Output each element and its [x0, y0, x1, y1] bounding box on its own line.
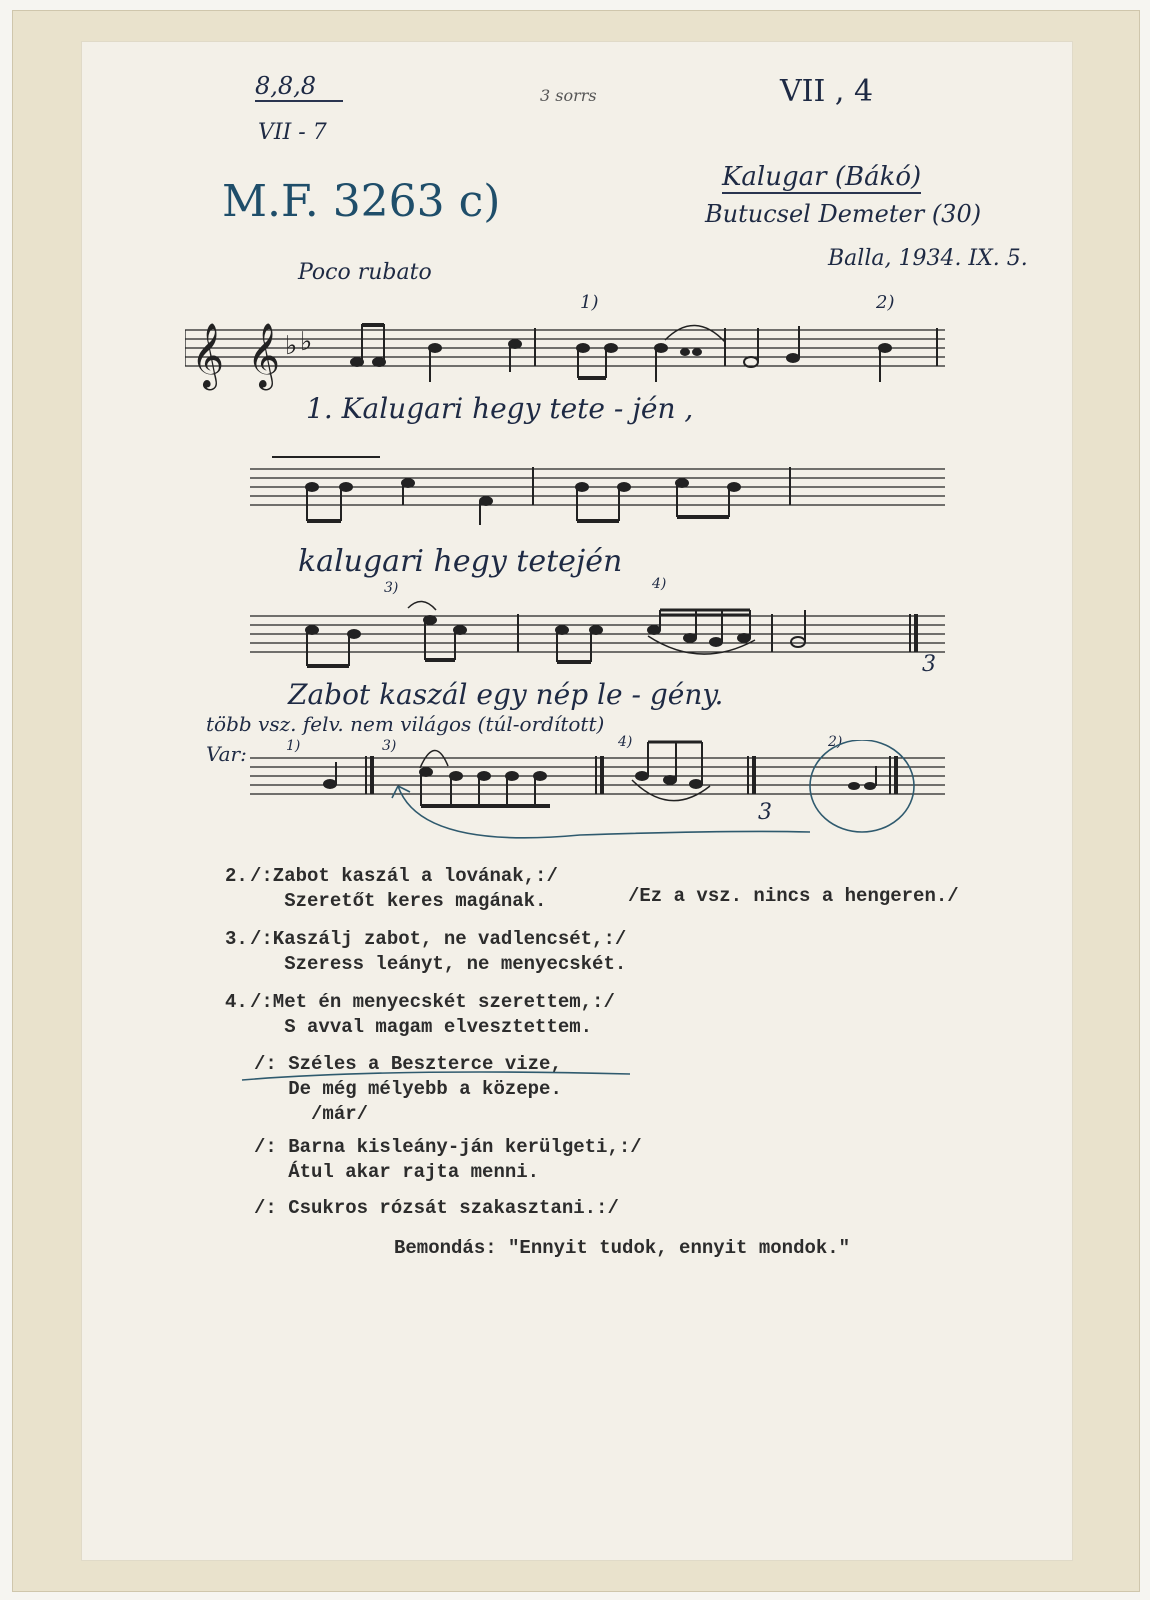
verse-2-number: 2.: [225, 865, 248, 887]
lyrics-line-3: Zabot kaszál egy nép le - gény.: [288, 678, 724, 711]
top-center-note: 3 sorrs: [540, 86, 597, 105]
place-label: Kalugar (Bákó): [722, 162, 922, 192]
footnote-1: 1): [580, 292, 599, 313]
singer-label: Butucsel Demeter (30): [705, 200, 982, 228]
lyrics-line-2: kalugari hegy tetején: [298, 544, 623, 579]
verse-4-text: /:Met én menyecskét szerettem,:/ S avval magam elvesztettem.: [250, 991, 615, 1038]
archive-id: M.F. 3263 c): [222, 176, 501, 227]
tempo-marking: Poco rubato: [298, 260, 432, 285]
ref-right: VII , 4: [780, 74, 874, 109]
verse-2-note: /Ez a vsz. nincs a hengeren./: [628, 885, 959, 907]
variant-note: több vsz. felv. nem világos (túl-ordított): [206, 712, 605, 736]
footnote-2: 2): [876, 292, 895, 313]
ref-small: VII - 7: [258, 120, 327, 145]
treble-clef-icon: 𝄞: [247, 323, 281, 388]
footnote-3: 3): [384, 580, 399, 596]
var-footnote-2: 2): [828, 734, 843, 750]
ending-mark: 3: [922, 652, 936, 677]
treble-clef-icon: 𝄞: [191, 323, 225, 388]
verse-6-text: /: Barna kisleány-ján kerülgeti,:/ Átul akar rajta menni.: [254, 1136, 642, 1183]
var-footnote-1: 1): [286, 738, 301, 754]
verse-5-text: /: Széles a Beszterce vize, De még mélyebb a közepe. /már/: [254, 1053, 562, 1125]
collector-date: Balla, 1934. IX. 5.: [828, 246, 1028, 271]
staff-1: [185, 320, 955, 400]
underline-mark: [240, 1066, 640, 1086]
verse-4-number: 4.: [225, 991, 248, 1013]
verse-3-number: 3.: [225, 928, 248, 950]
closing-statement: Bemondás: "Ennyit tudok, ennyit mondok.": [394, 1237, 851, 1259]
var-footnote-4: 4): [618, 734, 633, 750]
var-footnote-3: 3): [382, 738, 397, 754]
verse-3-text: /:Kaszálj zabot, ne vadlencsét,:/ Szeress leányt, ne menyecskét.: [250, 928, 627, 975]
staff-2: [250, 455, 950, 535]
variant-label: Var:: [206, 742, 247, 766]
staff-3: [250, 600, 950, 690]
variant-staff: [250, 740, 950, 850]
verse-7-text: /: Csukros rózsát szakasztani.:/: [254, 1197, 619, 1219]
footnote-4: 4): [652, 576, 667, 592]
meter-label: 8,8,8: [255, 72, 343, 102]
lyrics-line-1: 1. Kalugari hegy tete - jén ,: [306, 392, 694, 425]
verse-2-text: /:Zabot kaszál a lovának,:/ Szeretőt keres magának.: [250, 865, 558, 912]
var-ending-mark: 3: [758, 800, 772, 825]
svg-text:♭: ♭: [285, 331, 298, 361]
svg-text:♭: ♭: [300, 327, 313, 357]
